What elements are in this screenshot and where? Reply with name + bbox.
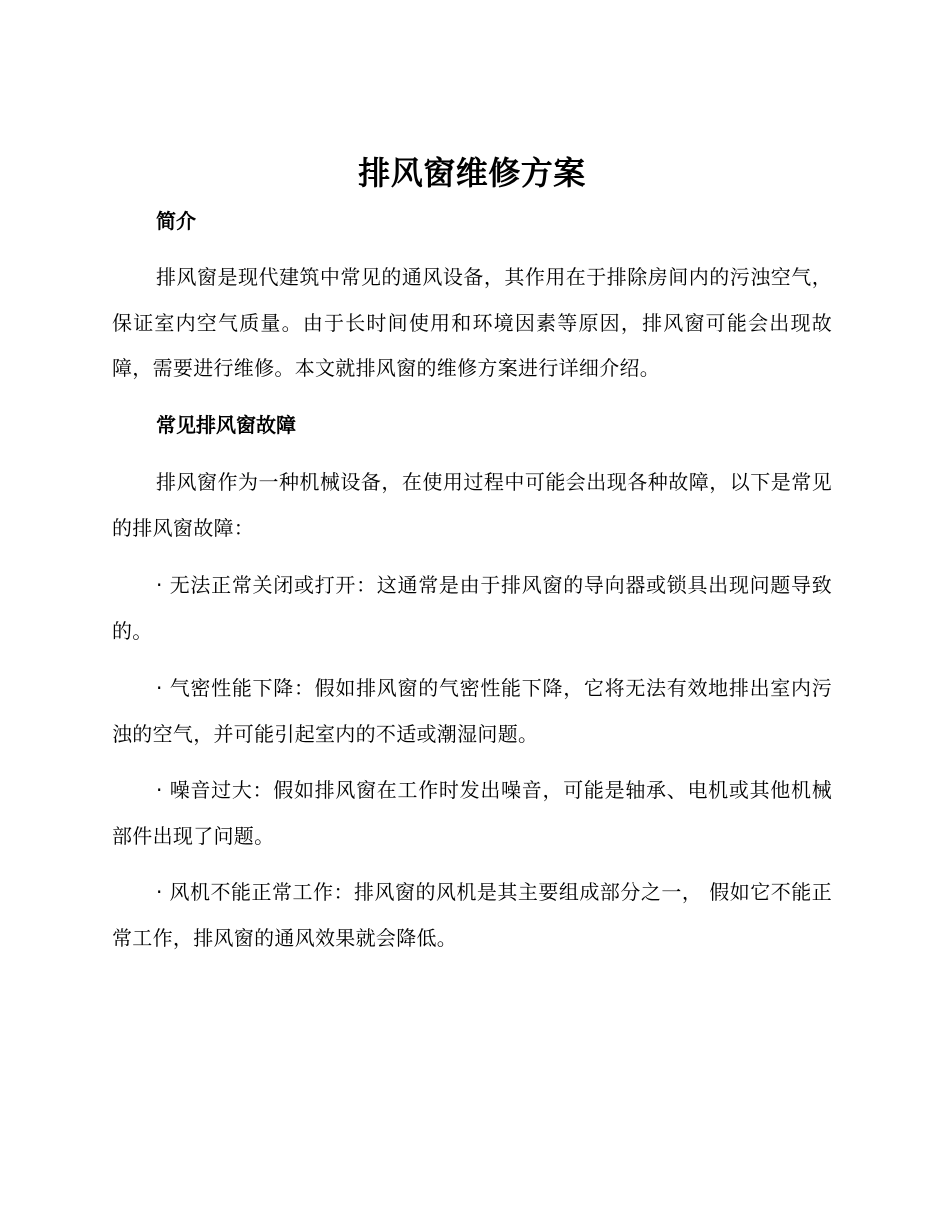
document-title: 排风窗维修方案 — [358, 154, 586, 192]
faults-intro-paragraph: 排风窗作为一种机械设备，在使用过程中可能会出现各种故障，以下是常见的排风窗故障： — [112, 470, 832, 540]
intro-paragraph: 排风窗是现代建筑中常见的通风设备，其作用在于排除房间内的污浊空气，保证室内空气质量。由于长时间使用和环境因素等原因，排风窗可能会出现故障，需要进行维修。本文就排风窗的维修方案进行详细介绍。 — [112, 265, 832, 380]
fault-list-item: · 气密性能下降：假如排风窗的气密性能下降，它将无法有效地排出室内污浊的空气，并可能引起室内的不适或潮湿问题。 — [112, 676, 832, 746]
section-heading-common-faults: 常见排风窗故障 — [156, 413, 296, 437]
section-heading-intro: 简介 — [156, 209, 196, 233]
fault-list-item: · 噪音过大：假如排风窗在工作时发出噪音，可能是轴承、电机或其他机械部件出现了问题。 — [112, 778, 832, 848]
fault-list-item: · 无法正常关闭或打开：这通常是由于排风窗的导向器或锁具出现问题导致的。 — [112, 573, 832, 643]
fault-list-item: · 风机不能正常工作：排风窗的风机是其主要组成部分之一， 假如它不能正常工作，排风窗的通风效果就会降低。 — [112, 880, 832, 950]
